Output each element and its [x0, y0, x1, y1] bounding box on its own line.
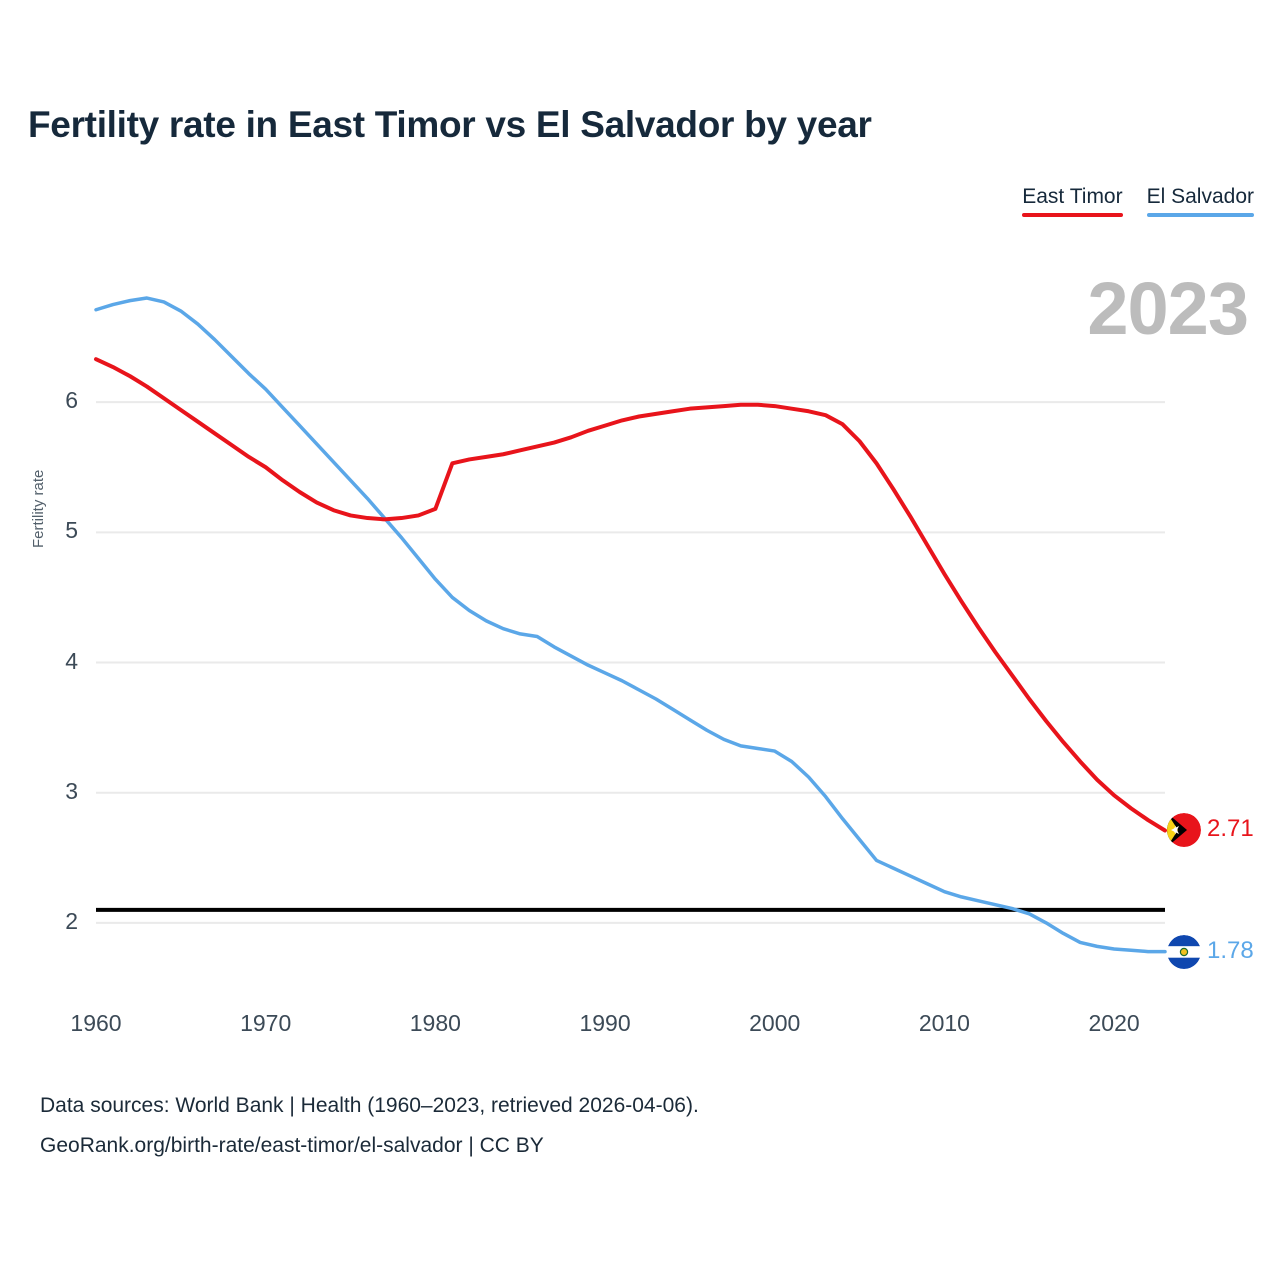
y-axis-label: Fertility rate — [30, 469, 47, 548]
x-tick-label: 1960 — [70, 1010, 122, 1036]
x-tick-label: 1970 — [240, 1010, 292, 1036]
series-line-east-timor — [96, 359, 1165, 830]
y-tick-label: 4 — [65, 647, 78, 674]
legend-label-el-salvador: El Salvador — [1146, 185, 1254, 208]
end-value-el-salvador: 1.78 — [1207, 936, 1254, 964]
y-tick-label: 6 — [65, 387, 78, 414]
footer-sources — [40, 1086, 699, 1166]
x-tick-label: 2010 — [918, 1010, 970, 1036]
year-watermark: 2023 — [1087, 267, 1248, 350]
x-tick-label: 2000 — [749, 1010, 801, 1036]
footer-line-2: GeoRank.org/birth-rate/east-timor/el-salvador | CC BY — [40, 1134, 544, 1157]
y-tick-label: 2 — [65, 907, 78, 934]
x-tick-label: 1990 — [579, 1010, 631, 1036]
legend-label-east-timor: East Timor — [1022, 185, 1123, 208]
page-title: Fertility rate in East Timor vs El Salvador by year — [28, 104, 872, 145]
end-value-east-timor: 2.71 — [1207, 815, 1254, 843]
x-tick-label: 1980 — [409, 1010, 461, 1036]
x-tick-label: 2020 — [1088, 1010, 1140, 1036]
y-tick-label: 5 — [65, 517, 78, 544]
flag-badge-el-salvador — [1167, 935, 1201, 969]
footer-line-1: Data sources: World Bank | Health (1960–2023, retrieved 2026-04-06). — [40, 1094, 699, 1117]
series-line-el-salvador — [96, 298, 1165, 952]
y-tick-label: 3 — [65, 777, 78, 804]
